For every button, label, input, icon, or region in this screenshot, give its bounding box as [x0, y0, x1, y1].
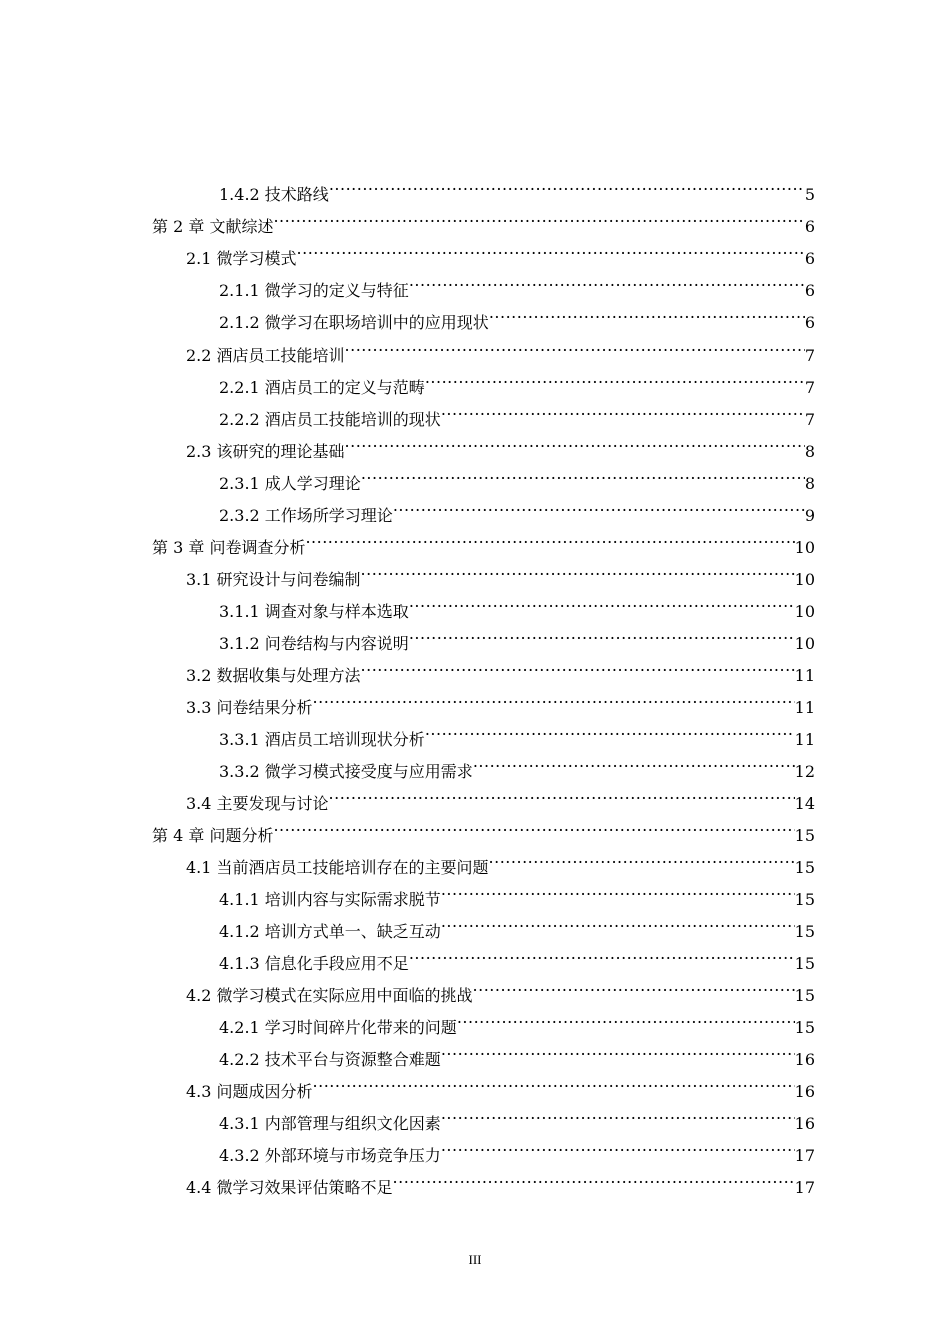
toc-entry-label: 4.3 问题成因分析: [186, 1082, 313, 1101]
dot-leader: [345, 331, 805, 361]
toc-entry-label: 4.2.2 技术平台与资源整合难题: [219, 1050, 441, 1069]
dot-leader: [409, 939, 795, 969]
toc-entry-label: 3.1.2 问卷结构与内容说明: [219, 634, 409, 653]
toc-entry[interactable]: [186, 971, 815, 1005]
toc-entry[interactable]: [219, 939, 815, 973]
toc-entry[interactable]: [186, 555, 815, 589]
toc-entry-page: 14: [794, 794, 815, 813]
dot-leader: [441, 1131, 795, 1161]
dot-leader: [361, 555, 795, 585]
toc-entry-page: 6: [804, 281, 815, 300]
toc-entry-label: 3.4 主要发现与讨论: [186, 794, 329, 813]
dot-leader: [329, 779, 795, 809]
toc-entry-page: 10: [794, 634, 815, 653]
dot-leader: [441, 875, 795, 905]
toc-entry[interactable]: [219, 619, 815, 653]
toc-entry-label: 2.1.1 微学习的定义与特征: [219, 281, 409, 300]
toc-entry-label: 4.3.2 外部环境与市场竞争压力: [219, 1146, 441, 1165]
toc-entry-label: 2.1.2 微学习在职场培训中的应用现状: [219, 313, 489, 332]
dot-leader: [273, 202, 804, 232]
toc-entry-page: 11: [794, 666, 815, 685]
toc-entry-page: 7: [804, 346, 815, 365]
toc-entry-page: 17: [794, 1178, 815, 1197]
toc-entry-page: 10: [794, 602, 815, 621]
toc-entry-page: 11: [794, 730, 815, 749]
toc-entry[interactable]: [186, 651, 815, 685]
toc-entry-page: 15: [794, 858, 815, 877]
toc-entry[interactable]: [219, 491, 815, 525]
dot-leader: [361, 459, 805, 489]
toc-entry-label: 2.2.1 酒店员工的定义与范畴: [219, 378, 425, 397]
dot-leader: [457, 1003, 795, 1033]
toc-entry-label: 3.3 问卷结果分析: [186, 698, 313, 717]
dot-leader: [489, 843, 795, 873]
toc-entry-page: 17: [794, 1146, 815, 1165]
toc-entry[interactable]: [219, 1131, 815, 1165]
toc-entry[interactable]: [186, 1067, 815, 1101]
dot-leader: [361, 651, 795, 681]
toc-entry-page: 8: [804, 442, 815, 461]
toc-entry-page: 15: [794, 890, 815, 909]
toc-entry[interactable]: [186, 1163, 815, 1197]
toc-entry[interactable]: [219, 875, 815, 909]
toc-entry-label: 3.3.1 酒店员工培训现状分析: [219, 730, 425, 749]
toc-entry[interactable]: [186, 427, 815, 461]
toc-entry-label: 2.3.2 工作场所学习理论: [219, 506, 393, 525]
toc-entry-label: 2.2 酒店员工技能培训: [186, 346, 345, 365]
dot-leader: [297, 234, 805, 264]
toc-entry-page: 15: [794, 986, 815, 1005]
toc-entry-label: 3.2 数据收集与处理方法: [186, 666, 361, 685]
dot-leader: [425, 715, 795, 745]
toc-entry-page: 10: [794, 570, 815, 589]
toc-entry[interactable]: [219, 1035, 815, 1069]
toc-entry-label: 第 2 章 文献综述: [152, 217, 274, 236]
page-number-footer: III: [468, 1252, 482, 1267]
toc-entry[interactable]: [219, 587, 815, 621]
dot-leader: [393, 491, 805, 521]
toc-entry-label: 3.1.1 调查对象与样本选取: [219, 602, 409, 621]
toc-entry-page: 12: [794, 762, 815, 781]
toc-entry-label: 4.1.2 培训方式单一、缺乏互动: [219, 922, 441, 941]
toc-entry-page: 11: [794, 698, 815, 717]
dot-leader: [273, 811, 794, 841]
toc-entry[interactable]: [219, 715, 815, 749]
toc-entry-label: 第 3 章 问卷调查分析: [152, 538, 306, 557]
toc-entry-label: 4.4 微学习效果评估策略不足: [186, 1178, 393, 1197]
toc-entry-page: 16: [794, 1114, 815, 1133]
toc-entry[interactable]: [219, 395, 815, 429]
toc-entry-page: 5: [804, 185, 815, 204]
toc-entry-page: 7: [804, 378, 815, 397]
toc-entry-page: 16: [794, 1082, 815, 1101]
toc-entry-page: 16: [794, 1050, 815, 1069]
toc-entry[interactable]: [219, 363, 815, 397]
toc-entry[interactable]: [219, 459, 815, 493]
toc-entry[interactable]: [152, 523, 815, 557]
toc-entry[interactable]: [186, 843, 815, 877]
toc-entry[interactable]: [219, 907, 815, 941]
toc-entry-page: 8: [804, 474, 815, 493]
toc-entry-label: 2.1 微学习模式: [186, 249, 297, 268]
toc-entry[interactable]: [219, 170, 815, 204]
toc-entry-label: 1.4.2 技术路线: [219, 185, 329, 204]
toc-entry-page: 6: [804, 217, 815, 236]
dot-leader: [393, 1163, 795, 1193]
toc-entry-page: 10: [794, 538, 815, 557]
dot-leader: [305, 523, 794, 553]
dot-leader: [441, 907, 795, 937]
toc-entry[interactable]: [219, 1003, 815, 1037]
toc-entry-label: 4.1.1 培训内容与实际需求脱节: [219, 890, 441, 909]
toc-entry-page: 7: [804, 410, 815, 429]
toc-entry-label: 4.1.3 信息化手段应用不足: [219, 954, 409, 973]
dot-leader: [345, 427, 805, 457]
toc-entry[interactable]: [186, 683, 815, 717]
toc-entry-label: 3.3.2 微学习模式接受度与应用需求: [219, 762, 473, 781]
toc-entry-label: 3.1 研究设计与问卷编制: [186, 570, 361, 589]
dot-leader: [489, 298, 805, 328]
dot-leader: [473, 747, 795, 777]
dot-leader: [313, 683, 795, 713]
toc-entry-page: 6: [804, 249, 815, 268]
dot-leader: [441, 1099, 795, 1129]
dot-leader: [313, 1067, 795, 1097]
dot-leader: [409, 587, 795, 617]
toc-entry[interactable]: [219, 298, 815, 332]
dot-leader: [425, 363, 805, 393]
toc-entry-label: 2.3.1 成人学习理论: [219, 474, 361, 493]
toc-entry-label: 4.2.1 学习时间碎片化带来的问题: [219, 1018, 457, 1037]
dot-leader: [409, 266, 805, 296]
toc-entry[interactable]: [152, 811, 815, 845]
toc-entry-label: 2.2.2 酒店员工技能培训的现状: [219, 410, 441, 429]
toc-entry-page: 9: [804, 506, 815, 525]
toc-entry-page: 15: [794, 922, 815, 941]
toc-entry-label: 4.1 当前酒店员工技能培训存在的主要问题: [186, 858, 489, 877]
toc-entry-label: 第 4 章 问题分析: [152, 826, 274, 845]
dot-leader: [329, 170, 805, 200]
toc-entry-page: 6: [804, 313, 815, 332]
toc-entry-label: 4.2 微学习模式在实际应用中面临的挑战: [186, 986, 473, 1005]
dot-leader: [441, 1035, 795, 1065]
dot-leader: [409, 619, 795, 649]
toc-entry[interactable]: [152, 202, 815, 236]
toc-entry-page: 15: [794, 1018, 815, 1037]
toc-entry[interactable]: [219, 1099, 815, 1133]
toc-entry[interactable]: [186, 779, 815, 813]
toc-entry-label: 4.3.1 内部管理与组织文化因素: [219, 1114, 441, 1133]
toc-entry-label: 2.3 该研究的理论基础: [186, 442, 345, 461]
toc-entry[interactable]: [186, 331, 815, 365]
toc-entry[interactable]: [186, 234, 815, 268]
dot-leader: [441, 395, 805, 425]
toc-entry-page: 15: [794, 826, 815, 845]
toc-entry-page: 15: [794, 954, 815, 973]
dot-leader: [473, 971, 795, 1001]
toc-entry[interactable]: [219, 747, 815, 781]
toc-entry[interactable]: [219, 266, 815, 300]
